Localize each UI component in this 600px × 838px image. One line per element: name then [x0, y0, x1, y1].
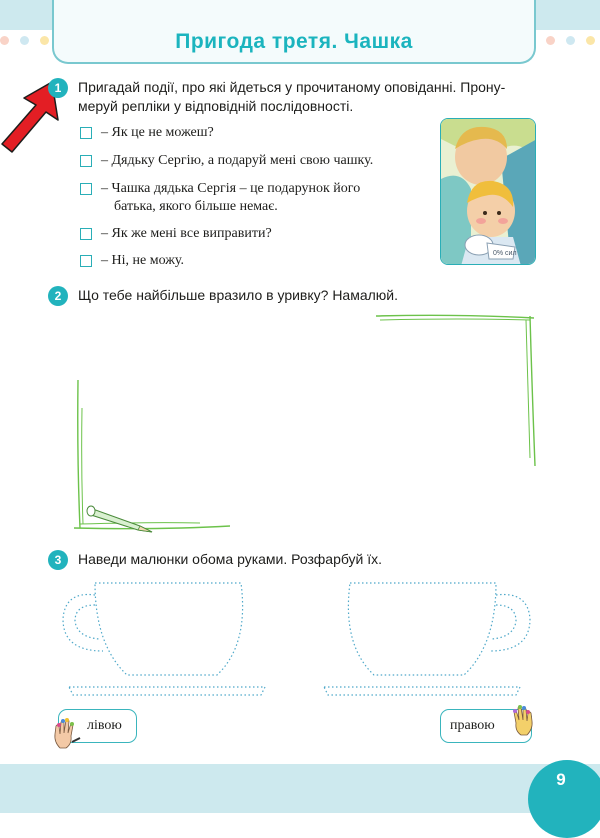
order-checkbox-2[interactable]: [80, 155, 92, 167]
task1-line1: Пригадай події, про які йдеться у прочитаному оповіданні. Прону-: [78, 79, 506, 95]
task2-text: Що тебе найбільше вразило в уривку? Намалюй.: [78, 287, 399, 303]
cup-label: 0% сил: [493, 250, 517, 257]
left-hand-icon: [50, 716, 82, 750]
right-hand-icon: [507, 703, 539, 737]
right-hand-text: правою: [450, 718, 495, 733]
cup-tracing-right[interactable]: [322, 575, 547, 700]
order-checkbox-1[interactable]: [80, 127, 92, 139]
task-number-1: 1: [48, 78, 68, 98]
task-number-3: 3: [48, 550, 68, 570]
option-5: – Ні, не можу.: [101, 253, 184, 268]
story-illustration: [440, 118, 536, 265]
option-1: – Як це не можеш?: [101, 125, 214, 140]
bottom-band: [0, 764, 600, 813]
page-title: Пригода третя. Чашка: [175, 30, 413, 53]
drawing-frame[interactable]: [60, 308, 550, 538]
order-checkbox-3[interactable]: [80, 183, 92, 195]
task1-line2: меруй репліки у відповідній послідовності.: [78, 98, 354, 114]
option-4: – Як же мені все виправити?: [101, 226, 272, 241]
title-box: [52, 0, 536, 64]
option-3-line1: – Чашка дядька Сергія – це подарунок його: [101, 181, 361, 196]
task3-text: Наведи малюнки обома руками. Розфарбуй їх.: [78, 551, 383, 567]
option-2: – Дядьку Сергію, а подаруй мені свою чашку.: [101, 153, 374, 168]
left-hand-text: лівою: [87, 718, 122, 733]
option-3-line2: батька, якого більше немає.: [114, 199, 278, 214]
order-checkbox-5[interactable]: [80, 255, 92, 267]
task-number-2: 2: [48, 286, 68, 306]
cup-tracing-left[interactable]: [45, 575, 270, 700]
order-checkbox-4[interactable]: [80, 228, 92, 240]
page-number: 9: [556, 770, 566, 789]
